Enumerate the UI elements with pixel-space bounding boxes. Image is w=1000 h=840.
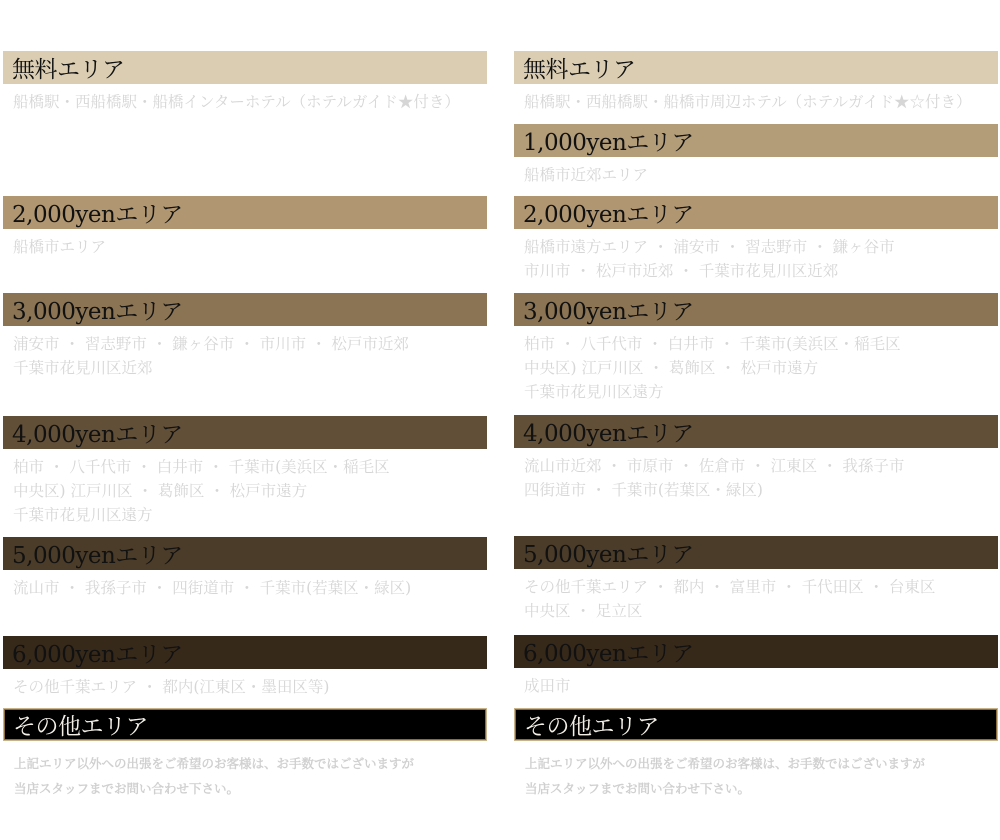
left-6000-area-header: 6,000yenエリア: [3, 636, 487, 669]
area-line: 中央区) 江戸川区 ・ 葛飾区 ・ 松戸市遠方: [13, 482, 308, 500]
area-line: 流山市近郊 ・ 市原市 ・ 佐倉市 ・ 江東区 ・ 我孫子市: [524, 457, 905, 475]
right-5000-area-header: 5,000yenエリア: [514, 536, 998, 569]
right-4000-area-desc: [514, 448, 998, 502]
right-4000-area-header: 4,000yenエリア: [514, 415, 998, 448]
right-3000-area-header: 3,000yenエリア: [514, 293, 998, 326]
right-other-area: [514, 708, 998, 801]
left-5000-area: [3, 537, 487, 600]
area-line: 中央区) 江戸川区 ・ 葛飾区 ・ 松戸市遠方: [524, 359, 819, 377]
area-line: 船橋市エリア: [13, 238, 107, 256]
area-line: 成田市: [524, 677, 571, 695]
right-3000-area-desc: [514, 326, 998, 404]
left-5000-area-header: 5,000yenエリア: [3, 537, 487, 570]
area-line: 船橋駅・西船橋駅・船橋インターホテル（ホテルガイド★付き）: [13, 93, 460, 111]
right-1000-area: [514, 124, 998, 187]
left-4000-area-desc: [3, 449, 487, 527]
right-1000-area-header: 1,000yenエリア: [514, 124, 998, 157]
right-6000-area: [514, 635, 998, 698]
left-2000-area-header: 2,000yenエリア: [3, 196, 487, 229]
left-3000-area-desc: [3, 326, 487, 380]
left-5000-area-desc: [3, 570, 487, 600]
area-line: 流山市 ・ 我孫子市 ・ 四街道市 ・ 千葉市(若葉区・緑区): [13, 579, 412, 597]
right-4000-area: [514, 415, 998, 502]
left-2000-area: [3, 196, 487, 259]
area-line: 船橋駅・西船橋駅・船橋市周辺ホテル（ホテルガイド★☆付き）: [524, 93, 972, 111]
area-line: 千葉市花見川区遠方: [13, 506, 153, 524]
area-line: 千葉市花見川区遠方: [524, 383, 664, 401]
right-2000-area-desc: [514, 229, 998, 283]
area-line: その他千葉エリア ・ 都内(江東区・墨田区等): [13, 678, 330, 696]
left-other-area-header: その他エリア: [3, 708, 487, 741]
area-line: 柏市 ・ 八千代市 ・ 白井市 ・ 千葉市(美浜区・稲毛区: [13, 458, 390, 476]
left-6000-area-desc: [3, 669, 487, 699]
right-2000-area-header: 2,000yenエリア: [514, 196, 998, 229]
right-free-area-header: 無料エリア: [514, 51, 998, 84]
left-2000-area-desc: [3, 229, 487, 259]
area-line: 船橋市遠方エリア ・ 浦安市 ・ 習志野市 ・ 鎌ヶ谷市: [524, 238, 895, 256]
area-line: 市川市 ・ 松戸市近郊 ・ 千葉市花見川区近郊: [524, 262, 839, 280]
right-free-area-desc: [514, 84, 998, 114]
area-line: 船橋市近郊エリア: [524, 166, 649, 184]
note-line: 上記エリア以外への出張をご希望のお客様は、お手数ではございますが: [14, 756, 415, 771]
left-free-area-header: 無料エリア: [3, 51, 487, 84]
right-other-area-header: その他エリア: [514, 708, 998, 741]
area-line: 浦安市 ・ 習志野市 ・ 鎌ヶ谷市 ・ 市川市 ・ 松戸市近郊: [13, 335, 409, 353]
area-line: その他千葉エリア ・ 都内 ・ 富里市 ・ 千代田区 ・ 台東区: [524, 578, 936, 596]
right-3000-area: [514, 293, 998, 404]
left-other-area: [3, 708, 487, 801]
right-2000-area: [514, 196, 998, 283]
left-4000-area: [3, 416, 487, 527]
left-3000-area: [3, 293, 487, 380]
left-3000-area-header: 3,000yenエリア: [3, 293, 487, 326]
left-free-area-desc: [3, 84, 487, 114]
note-line: 上記エリア以外への出張をご希望のお客様は、お手数ではございますが: [525, 756, 926, 771]
note-line: 当店スタッフまでお問い合わせ下さい。: [525, 781, 751, 796]
left-free-area: [3, 51, 487, 114]
note-line: 当店スタッフまでお問い合わせ下さい。: [14, 781, 240, 796]
right-6000-area-desc: [514, 668, 998, 698]
area-line: 中央区 ・ 足立区: [524, 602, 643, 620]
right-free-area: [514, 51, 998, 114]
right-1000-area-desc: [514, 157, 998, 187]
area-line: 四街道市 ・ 千葉市(若葉区・緑区): [524, 481, 763, 499]
right-5000-area-desc: [514, 569, 998, 623]
area-line: 柏市 ・ 八千代市 ・ 白井市 ・ 千葉市(美浜区・稲毛区: [524, 335, 901, 353]
area-line: 千葉市花見川区近郊: [13, 359, 153, 377]
right-other-area-note: [514, 741, 998, 801]
left-other-area-note: [3, 741, 487, 801]
right-5000-area: [514, 536, 998, 623]
left-4000-area-header: 4,000yenエリア: [3, 416, 487, 449]
right-6000-area-header: 6,000yenエリア: [514, 635, 998, 668]
left-6000-area: [3, 636, 487, 699]
